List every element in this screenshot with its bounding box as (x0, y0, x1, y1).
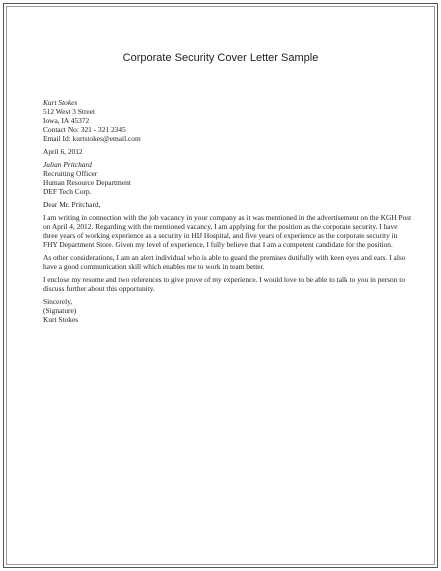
sender-city: Iowa, IA 45372 (43, 116, 90, 125)
letter-date: April 6, 2012 (43, 147, 83, 156)
closing-name: Kurt Stokes (43, 315, 79, 324)
sender-block (43, 98, 413, 143)
sender-contact: Contact No: 321 - 321 2345 (43, 125, 126, 134)
closing-block (43, 297, 413, 324)
recipient-title: Recruiting Officer (43, 169, 98, 178)
page-title: Corporate Security Cover Letter Sample (122, 52, 319, 64)
paragraph-2: As other considerations, I am an alert individual who is able to guard the premises dutifully with keen eyes and ears. I also have a good communication skill which enables me to work in team better. (43, 253, 406, 271)
valediction: Sincerely, (43, 297, 73, 306)
paragraph-1: I am writing in connection with the job vacancy in your company as it was mentioned in the advertisement on the KGH Post on April 4, 2012. Regarding with the mentioned vacancy, I am applying for the position as the corporate security. I have three years of working experience as a security in HIJ Hospital, and five years of experience as the corporate security in FHY Department Store. Given my level of experience, I fully believe that I am a competent candidate for the position. (43, 213, 412, 249)
recipient-company: DEF Tech Corp. (43, 187, 92, 196)
recipient-department: Human Resource Department (43, 178, 131, 187)
salutation: Dear Mr. Pritchard, (43, 200, 101, 209)
sender-email: Email Id: kurtstokes@email.com (43, 134, 141, 143)
recipient-block (43, 160, 413, 196)
sender-street: 512 West 3 Street (43, 107, 96, 116)
letter-body (43, 98, 413, 324)
sender-name: Kurt Stokes (43, 98, 78, 107)
recipient-name: Julian Pritchard (43, 160, 92, 169)
paragraph-3: I enclose my resume and two references to give prove of my experience. I would love to be able to talk to you in person to discuss further about this opportunity. (43, 275, 406, 293)
signature-placeholder: (Signature) (43, 306, 77, 315)
